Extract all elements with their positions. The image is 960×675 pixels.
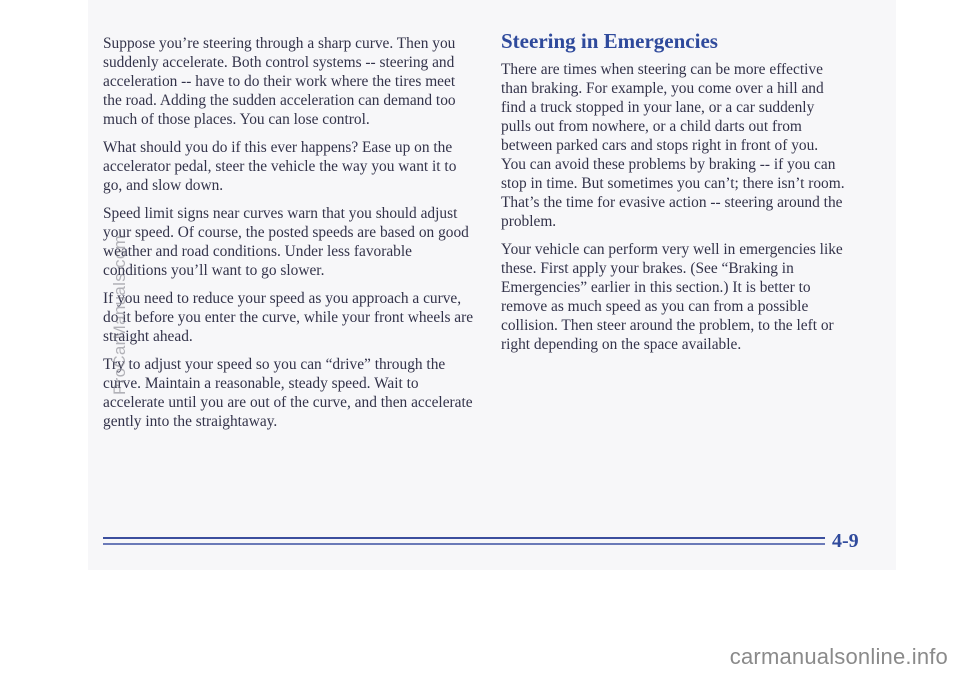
right-column (501, 28, 846, 363)
section-heading: Steering in Emergencies (501, 29, 718, 53)
paragraph: If you need to reduce your speed as you approach a curve, do it before you enter the curve, while your front wheels are straight ahead. (103, 290, 474, 345)
paragraph: Try to adjust your speed so you can “drive” through the curve. Maintain a reasonable, steady speed. Wait to accelerate until you are out of the curve, and then accelerate gently into the straightaway. (103, 356, 473, 430)
footer-rule (103, 537, 825, 539)
paragraph: Suppose you’re steering through a sharp curve. Then you suddenly accelerate. Both control systems -- steering and acceleration -- have to do their work where the tires meet the road. Adding the sudden acceleration can demand too much of those places. You can lose control. (103, 35, 456, 128)
paragraph: There are times when steering can be more effective than braking. For example, you come over a hill and find a truck stopped in your lane, or a car suddenly pulls out from nowhere, or a child darts out from between parked cars and stops right in front of you. You can avoid these problems by braking -- if you can stop in time. But sometimes you can’t; there isn’t room. That’s the time for evasive action -- steering around the problem. (501, 61, 845, 230)
footer-site-link[interactable]: carmanualsonline.info (729, 644, 948, 669)
footer-rule-thin (103, 543, 825, 545)
page-number: 4-9 (832, 530, 859, 552)
paragraph: Your vehicle can perform very well in emergencies like these. First apply your brakes. (See “Braking in Emergencies” earlier in this section.) It is better to remove as much speed as you can from a possible collision. Then steer around the problem, to the left or right depending on the space available. (501, 241, 843, 353)
watermark: ProCarManuals.com (110, 234, 129, 395)
paragraph: Speed limit signs near curves warn that you should adjust your speed. Of course, the posted speeds are based on good weather and road conditions. Under less favorable conditions you’ll want to go slower. (103, 205, 469, 279)
paragraph: What should you do if this ever happens? Ease up on the accelerator pedal, steer the vehicle the way you want it to go, and slow down. (103, 139, 457, 194)
left-column (103, 34, 475, 440)
